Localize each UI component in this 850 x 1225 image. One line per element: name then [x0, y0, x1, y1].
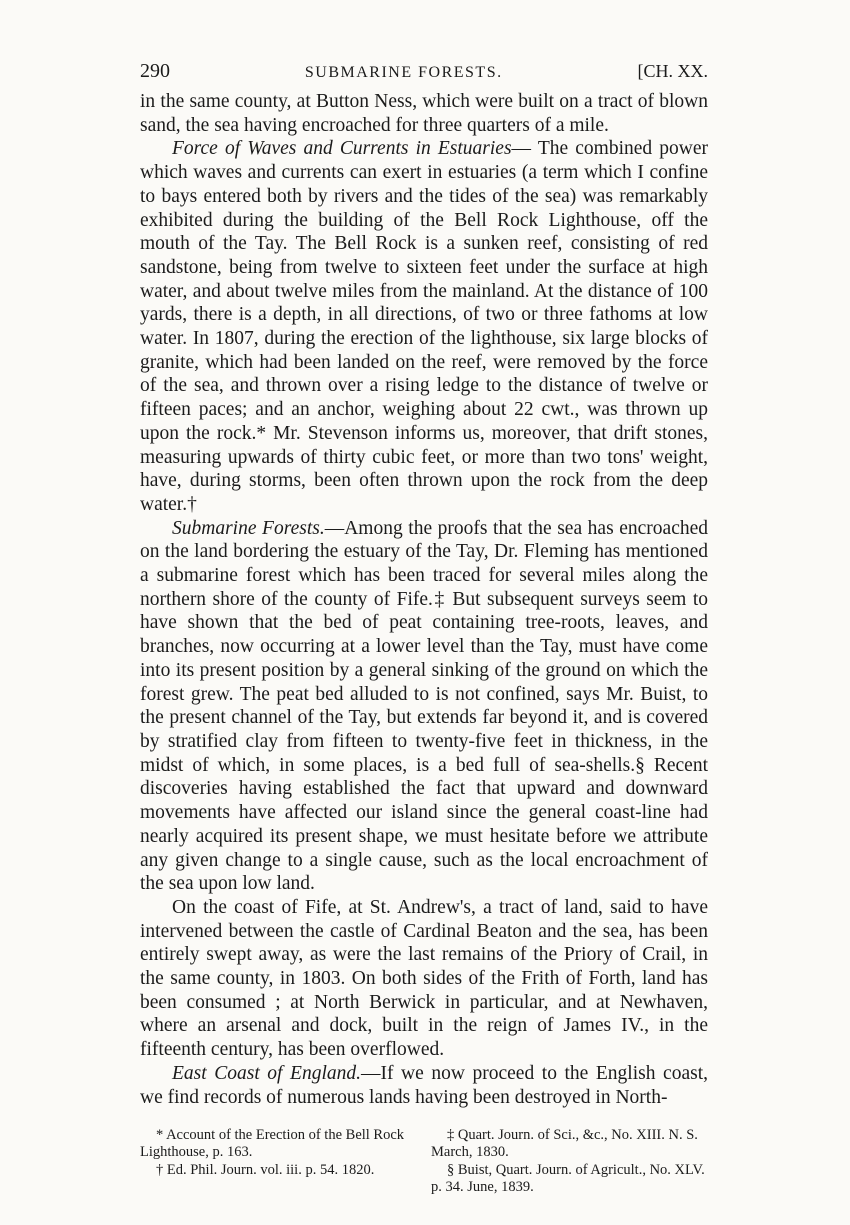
footnote: ‡ Quart. Journ. of Sci., &c., No. XIII. N. S. March, 1830.	[431, 1127, 698, 1161]
paragraph-lead: Submarine Forests.	[172, 517, 325, 539]
body-text	[140, 90, 708, 1109]
paragraph-lead: East Coast of England.	[172, 1062, 361, 1084]
paragraph-text: — The combined power which waves and currents can exert in estuaries (a term which I confine to bays entered both by rivers and the tides of the sea) was remarkably exhibited during the building of the Bell Rock Lighthouse, off the mouth of the Tay. The Bell Rock is a sunken reef, consisting of red sandstone, being from twelve to sixteen feet under the surface at high water, and about twelve miles from the mainland. At the distance of 100 yards, there is a depth, in all directions, of two or three fathoms at low water. In 1807, during the erection of the lighthouse, six large blocks of granite, which had been landed on the reef, were removed by the force of the sea, and thrown over a rising ledge to the distance of twelve or fifteen paces; and an anchor, weighing about 22 cwt., was thrown up upon the rock.* Mr. Stevenson informs us, moreover, that drift stones, measuring upwards of thirty cubic feet, or more than two tons' weight, have, during storms, been often thrown upon the rock from the deep water.†	[140, 138, 708, 515]
paragraph-text: On the coast of Fife, at St. Andrew's, a tract of land, said to have intervened between the castle of Cardinal Beaton and the sea, has been entirely swept away, as were the last remains of the Priory of Crail, in the same county, in 1803. On both sides of the Frith of Forth, land has been consumed ; at North Berwick in particular, and at Newhaven, where an arsenal and dock, built in the reign of James IV., in the fifteenth century, has been overflowed.	[140, 896, 708, 1061]
page-header	[140, 60, 708, 90]
paragraph-text: —If we now proceed to the English coast, we find records of numerous lands having been destroyed in North-	[140, 1062, 708, 1108]
paragraph	[140, 137, 708, 516]
chapter-reference: [CH. XX.	[637, 61, 708, 81]
footnote: § Buist, Quart. Journ. of Agricult., No. XLV. p. 34. June, 1839.	[431, 1162, 705, 1196]
paragraph	[140, 90, 708, 137]
paragraph-text: —Among the proofs that the sea has encroached on the land bordering the estuary of the Tay, Dr. Fleming has mentioned a submarine forest which has been traced for several miles along the northern shore of the county of Fife.‡ But subsequent surveys seem to have shown that the bed of peat containing tree-roots, leaves, and branches, now occurring at a lower level than the Tay, must have come into its present position by a general sinking of the ground on which the forest grew. The peat bed alluded to is not confined, says Mr. Buist, to the present channel of the Tay, but extends far beyond it, and is covered by stratified clay from fifteen to twenty-five feet in thickness, in the midst of which, in some places, is a bed full of sea-shells.§ Recent discoveries having established the fact that upward and downward movements have affected our island since the general coast-line had nearly acquired its present shape, we must hesitate before we attribute any given change to a single cause, such as the local encroachment of the sea upon low land.	[140, 517, 709, 895]
footnote: † Ed. Phil. Journ. vol. iii. p. 54. 1820.	[156, 1162, 375, 1179]
paragraph-text: in the same county, at Button Ness, which were built on a tract of blown sand, the sea having encroached for three quarters of a mile.	[140, 91, 708, 136]
footnotes	[140, 1127, 708, 1197]
running-title: SUBMARINE FORESTS.	[304, 64, 503, 81]
paragraph	[140, 517, 708, 896]
footnotes-left-column	[140, 1127, 417, 1197]
paragraph-lead: Force of Waves and Currents in Estuaries	[172, 138, 512, 160]
footnotes-right-column	[431, 1127, 708, 1197]
paragraph	[140, 896, 708, 1062]
paragraph	[140, 1062, 708, 1109]
page-number: 290	[140, 60, 170, 82]
footnote: * Account of the Erection of the Bell Rock Lighthouse, p. 163.	[140, 1127, 405, 1161]
